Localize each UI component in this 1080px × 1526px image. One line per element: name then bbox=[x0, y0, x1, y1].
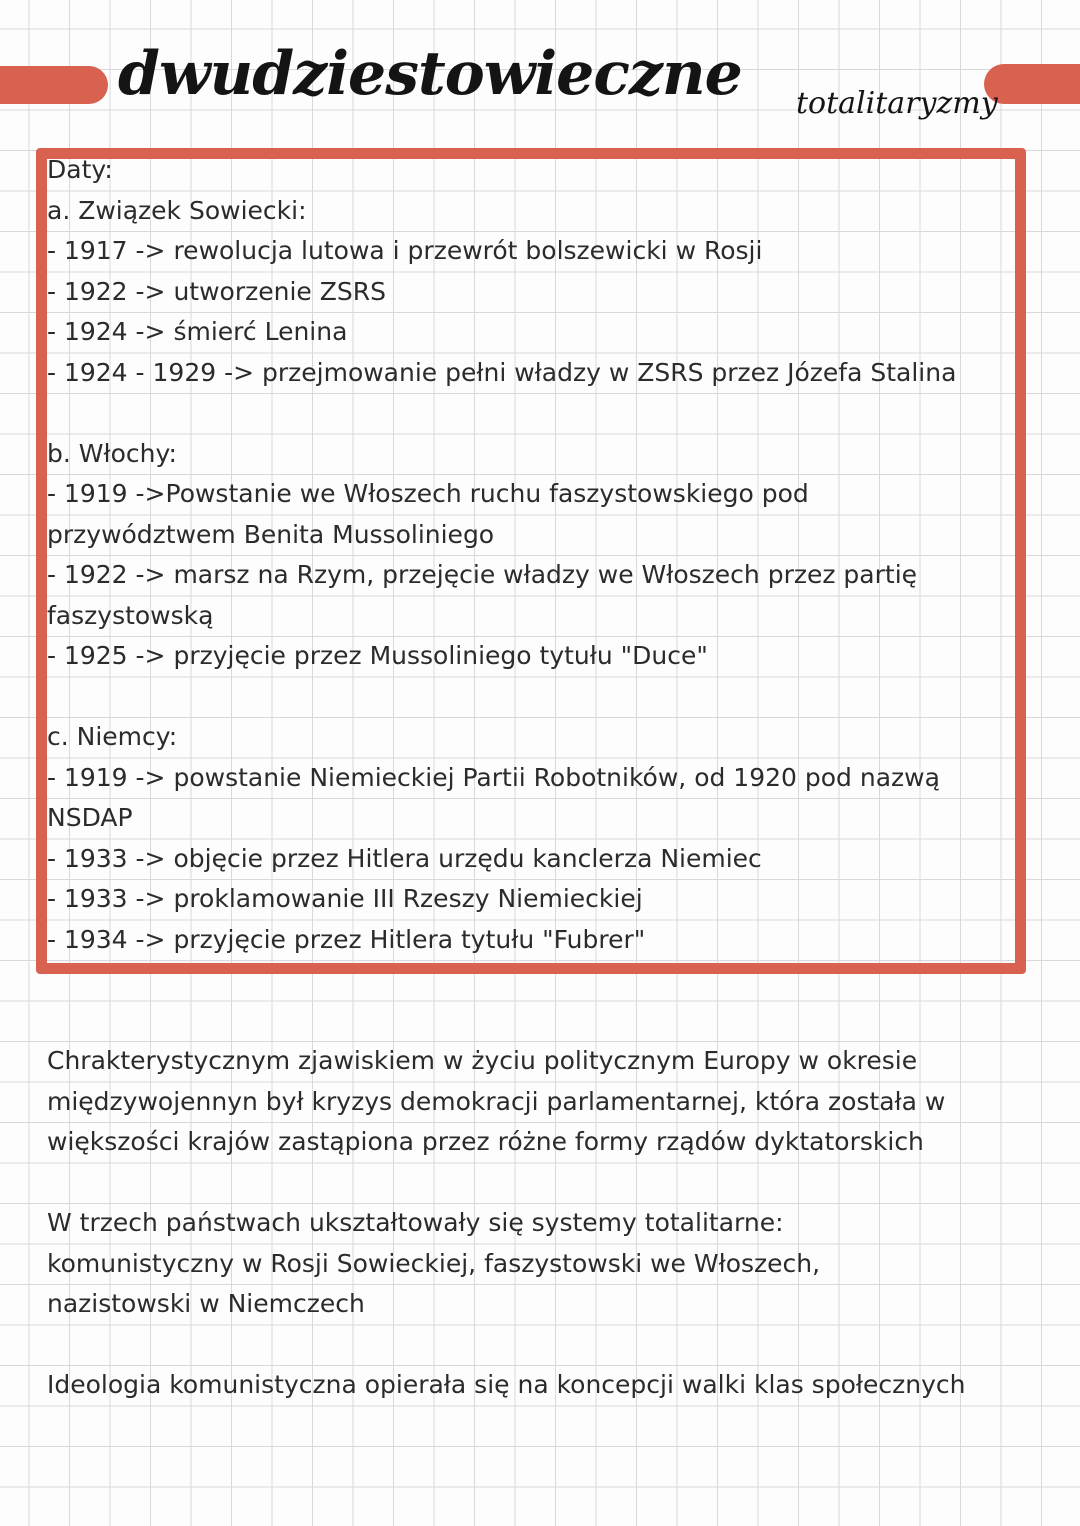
date-entry: - 1933 -> objęcie przez Hitlera urzędu kanclerza Niemiec bbox=[47, 843, 762, 873]
notes-body bbox=[47, 1041, 1057, 1406]
paragraph-line: komunistyczny w Rosji Sowieckiej, faszystowski we Włoszech, bbox=[47, 1248, 821, 1278]
date-entry-continuation: przywództwem Benita Mussoliniego bbox=[47, 519, 495, 549]
date-entry: - 1924 -> śmierć Lenina bbox=[47, 317, 348, 346]
page-subtitle: totalitaryzmy bbox=[796, 86, 998, 121]
date-entry: - 1925 -> przyjęcie przez Mussoliniego tytułu "Duce" bbox=[47, 641, 708, 670]
section-heading-italy: b. Włochy: bbox=[47, 438, 177, 468]
section-heading-soviet-union: a. Związek Sowiecki: bbox=[47, 195, 307, 225]
paragraph-line: Ideologia komunistyczna opierała się na koncepcji walki klas społecznych bbox=[47, 1370, 966, 1399]
paragraph-line: międzywojennyn był kryzys demokracji parlamentarnej, która została w bbox=[47, 1086, 946, 1116]
date-entry: - 1924 - 1929 -> przejmowanie pełni władzy w ZSRS przez Józefa Stalina bbox=[47, 357, 957, 387]
paragraph-line: W trzech państwach ukształtowały się systemy totalitarne: bbox=[47, 1208, 784, 1237]
spacer bbox=[47, 1325, 1057, 1366]
spacer bbox=[47, 393, 1047, 434]
date-entry: - 1922 -> marsz na Rzym, przejęcie władzy we Włoszech przez partię bbox=[47, 560, 918, 589]
date-entry: - 1919 ->Powstanie we Włoszech ruchu faszystowskiego pod bbox=[47, 479, 809, 508]
date-entry-continuation: faszystowską bbox=[47, 600, 214, 630]
date-entry: - 1922 -> utworzenie ZSRS bbox=[47, 276, 386, 306]
paragraph-line: większości krajów zastąpiona przez różne formy rządów dyktatorskich bbox=[47, 1127, 924, 1156]
date-entry: - 1919 -> powstanie Niemieckiej Partii Robotników, od 1920 pod nazwą bbox=[47, 762, 940, 792]
date-entry-continuation: NSDAP bbox=[47, 803, 133, 832]
paragraph-line: Chrakterystycznym zjawiskiem w życiu politycznym Europy w okresie bbox=[47, 1046, 918, 1075]
date-entry: - 1917 -> rewolucja lutowa i przewrót bolszewicki w Rosji bbox=[47, 236, 763, 265]
section-heading-germany: c. Niemcy: bbox=[47, 722, 178, 751]
page-title: dwudziestowieczne bbox=[118, 39, 742, 109]
date-entry: - 1933 -> proklamowanie III Rzeszy Niemieckiej bbox=[47, 884, 643, 913]
paragraph-line: nazistowski w Niemczech bbox=[47, 1289, 365, 1318]
spacer bbox=[47, 677, 1047, 718]
title-highlight-left bbox=[0, 66, 108, 104]
dates-section bbox=[47, 150, 1047, 960]
date-entry: - 1934 -> przyjęcie przez Hitlera tytułu "Fubrer" bbox=[47, 924, 646, 954]
title-highlight-right bbox=[984, 64, 1080, 104]
spacer bbox=[47, 1163, 1057, 1204]
dates-heading: Daty: bbox=[47, 155, 113, 184]
